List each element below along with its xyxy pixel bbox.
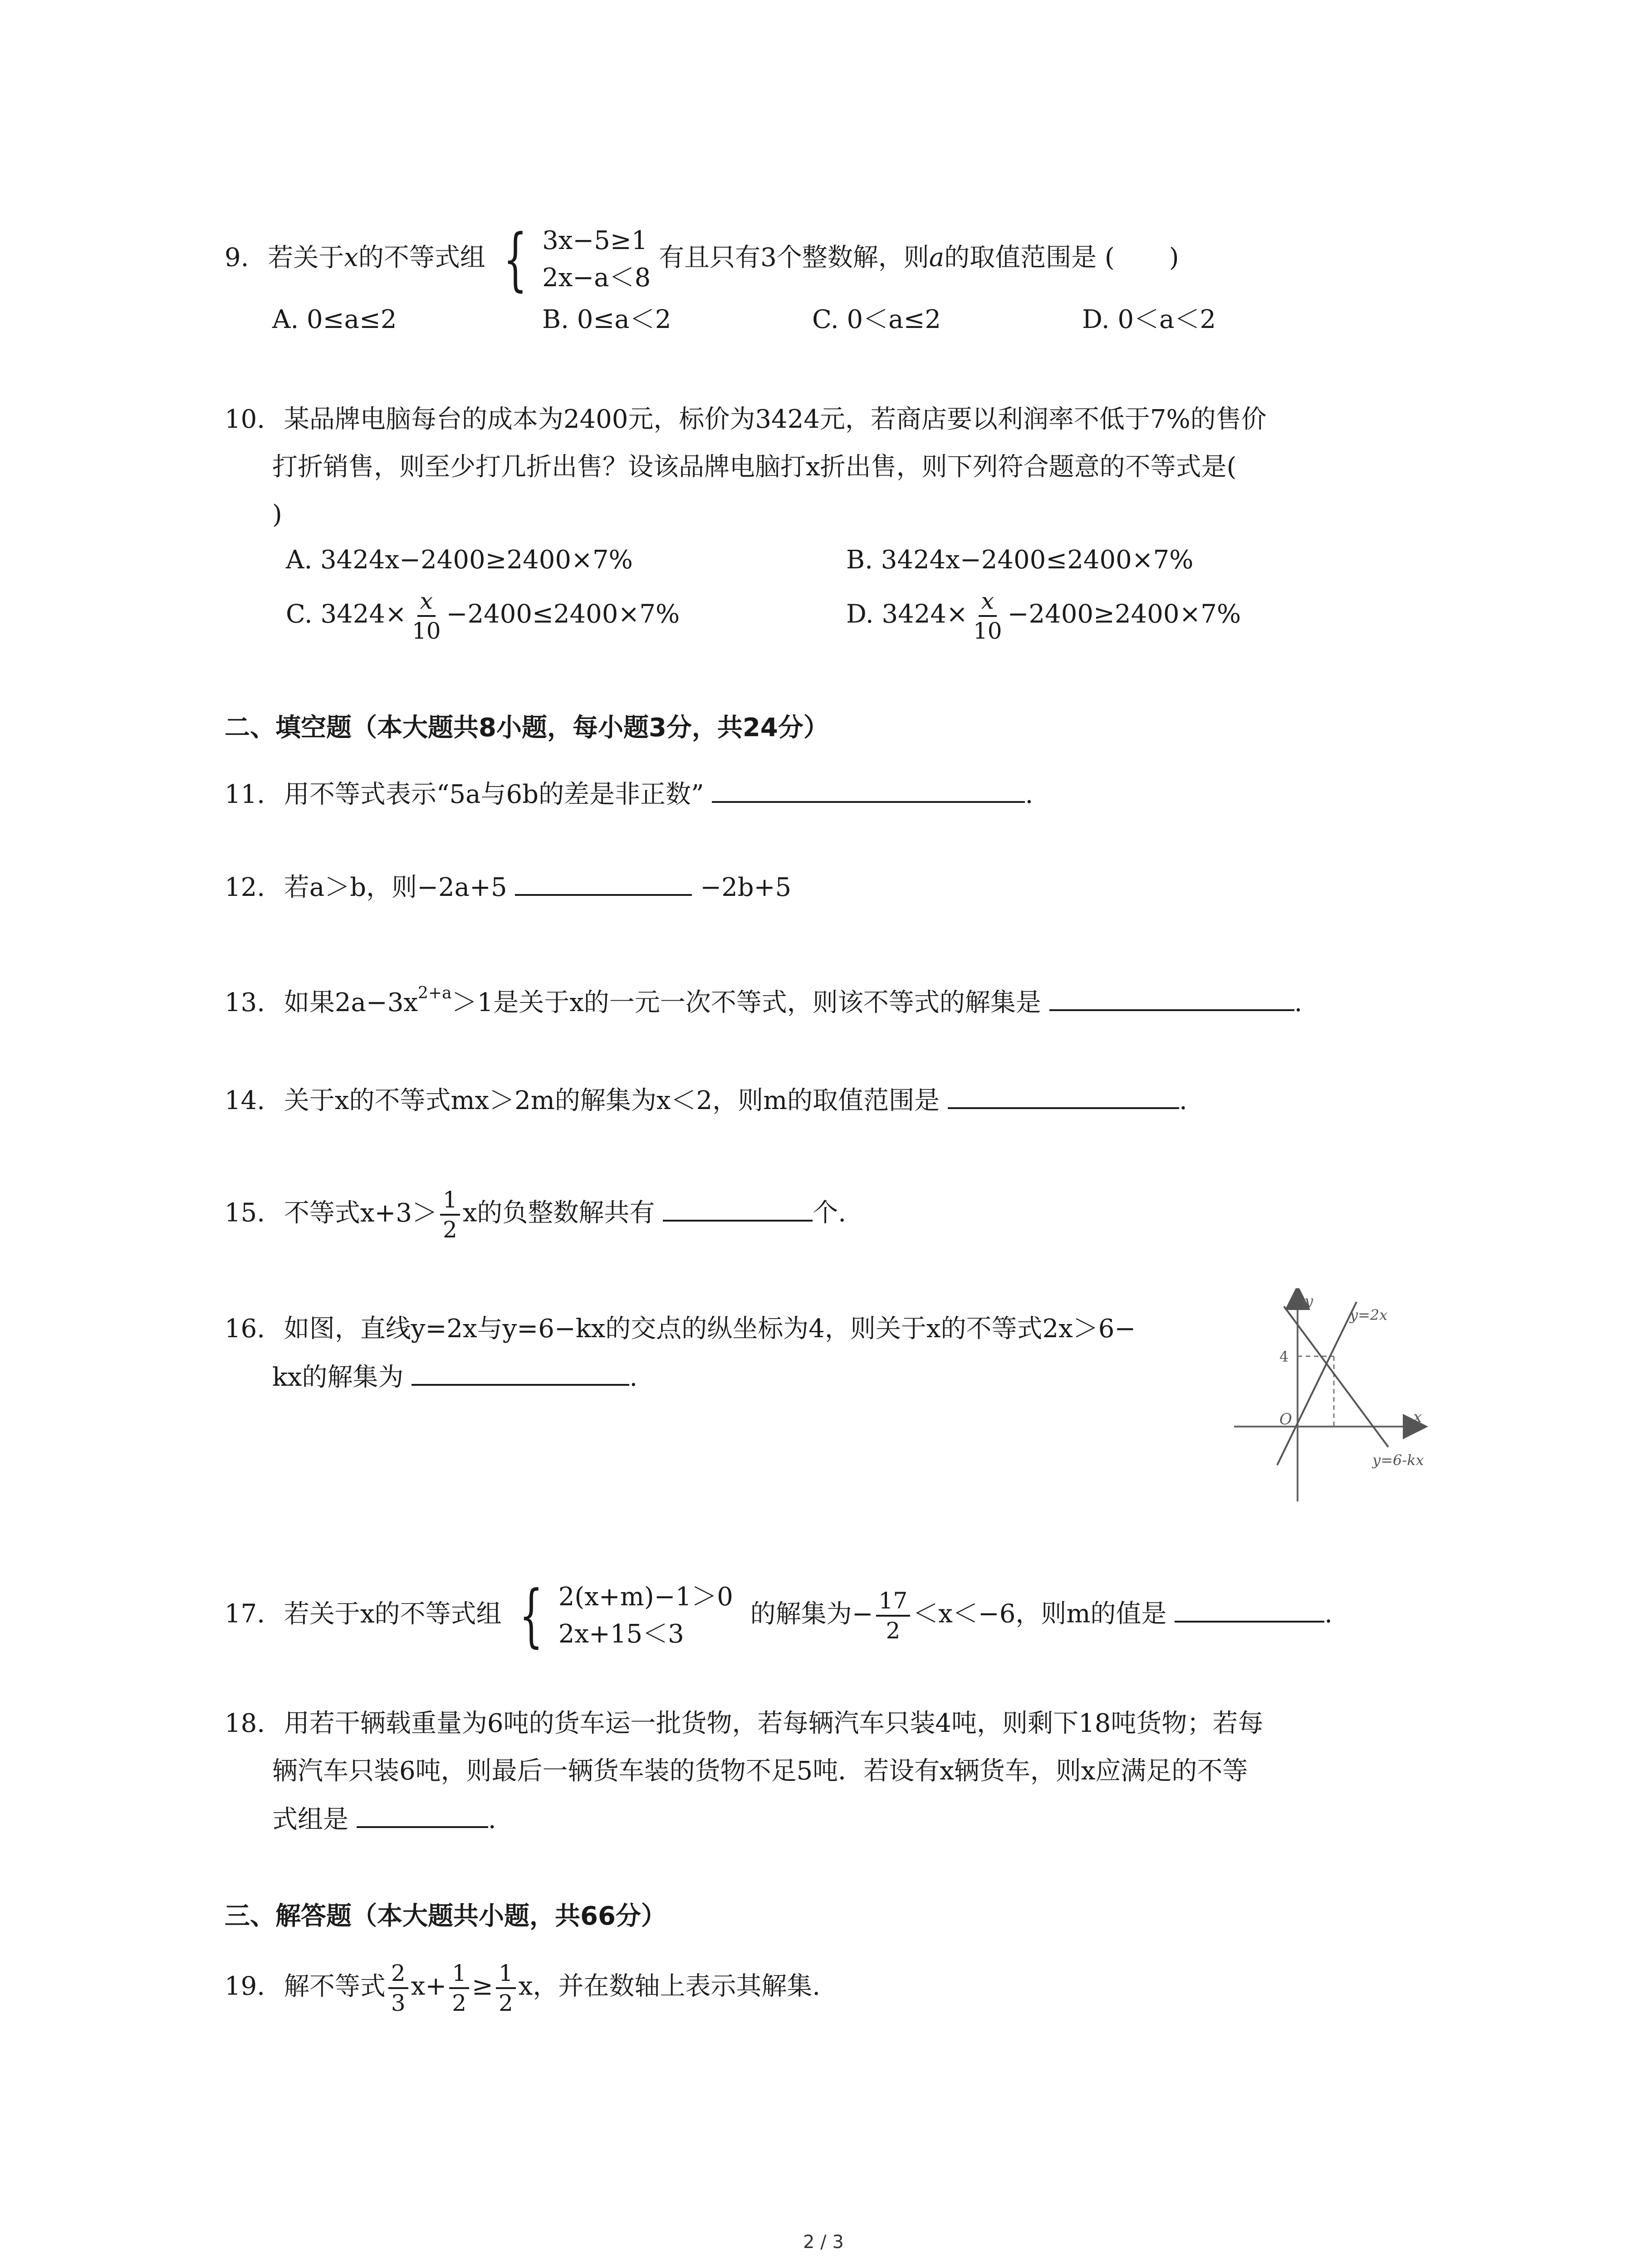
q14-end: . [1179, 1086, 1187, 1115]
q9-option-d: D. 0＜a＜2 [1082, 305, 1216, 334]
q16-line1: 如图，直线y=2x与y=6−kx的交点的纵坐标为4，则关于x的不等式2x＞6− [284, 1314, 1136, 1344]
q13-end: . [1294, 988, 1303, 1017]
q17-answer-blank[interactable] [1175, 1595, 1324, 1623]
question-13 [225, 975, 1302, 1021]
q15-end: 个. [813, 1198, 847, 1228]
q9-var-x: x [344, 243, 358, 273]
q10-c-frac-num: x [420, 588, 433, 614]
q19-fraction-3 [496, 1962, 516, 2014]
q10-line3: ) [272, 500, 282, 529]
question-16-line1 [225, 1311, 1136, 1347]
q9-post1: 有且只有3个整数解，则 [659, 243, 929, 273]
q9-post2: 的取值范围是 ( [944, 243, 1115, 273]
section-3-heading: 三、解答题（本大题共小题，共66分） [225, 1901, 666, 1931]
q16-label-4: 4 [1279, 1348, 1289, 1365]
question-10-line1 [225, 401, 1267, 438]
q9-var-a: a [929, 243, 945, 273]
question-14 [225, 1082, 1187, 1119]
question-16-line2 [272, 1359, 637, 1396]
q10-option-c [286, 590, 680, 642]
q9-option-c: C. 0＜a≤2 [812, 305, 941, 334]
q19-fraction-1 [388, 1962, 408, 2014]
q12-number: 12. [225, 873, 265, 902]
question-15 [225, 1188, 846, 1241]
q13-answer-blank[interactable] [1049, 984, 1294, 1011]
q19-plus: x+ [411, 1971, 447, 2001]
q15-frac-den: 2 [443, 1217, 457, 1243]
q14-number: 14. [225, 1086, 265, 1115]
q17-number: 17. [225, 1599, 265, 1629]
question-12 [225, 869, 791, 906]
q15-frac-num: 1 [440, 1188, 460, 1216]
q15-post: x的负整数解共有 [462, 1198, 655, 1228]
question-18-line1 [225, 1706, 1263, 1742]
q16-line2: kx的解集为 [272, 1363, 404, 1392]
q12-post: −2b+5 [700, 873, 792, 902]
q17-sys-line1: 2(x+m)−1＞0 [558, 1582, 733, 1612]
q17-fraction [876, 1589, 911, 1642]
q11-answer-blank[interactable] [712, 776, 1025, 803]
section-2-heading: 二、填空题（本大题共8小题，每小题3分，共24分） [225, 713, 829, 743]
q16-label-line1: y=2x [1350, 1306, 1388, 1324]
q12-pre: 若a＞b，则−2a+5 [284, 873, 507, 902]
q16-answer-blank[interactable] [411, 1359, 629, 1386]
q9-number: 9. [225, 243, 249, 273]
q15-pre: 不等式x+3＞ [284, 1198, 438, 1228]
q10-option-d [846, 590, 1241, 642]
q17-frac-den: 2 [886, 1618, 901, 1644]
q14-answer-blank[interactable] [948, 1082, 1179, 1109]
q16-end: . [629, 1363, 638, 1392]
q17-end: . [1324, 1599, 1333, 1629]
q19-f3-den: 2 [498, 1990, 513, 2016]
q9-close: ) [1169, 243, 1179, 273]
q9-pre: 若关于 [268, 243, 344, 273]
q16-number: 16. [225, 1314, 265, 1344]
q18-line3: 式组是 [272, 1805, 348, 1834]
q10-c-post: −2400≤2400×7% [446, 599, 680, 629]
q10-option-a: A. 3424x−2400≥2400×7% [286, 545, 633, 575]
q13-pre: 如果2a−3x [284, 988, 418, 1017]
q19-ge: ≥ [472, 1971, 493, 2001]
q10-c-frac-den: 10 [411, 618, 441, 644]
q17-frac-num: 17 [876, 1589, 911, 1617]
q17-brace: { [519, 1576, 544, 1655]
q10-d-frac-den: 10 [973, 618, 1002, 644]
question-19 [225, 1962, 820, 2014]
q19-pre: 解不等式 [284, 1971, 386, 2001]
page-number: 2 / 3 [803, 2232, 844, 2253]
q11-text: 用不等式表示“5a与6b的差是非正数” [284, 780, 704, 809]
q16-label-y: y [1304, 1292, 1313, 1310]
q16-label-x: x [1413, 1408, 1422, 1426]
q11-number: 11. [225, 780, 265, 809]
q18-number: 18. [225, 1709, 265, 1738]
question-9 [225, 222, 1179, 297]
q13-number: 13. [225, 988, 265, 1017]
q10-option-b: B. 3424x−2400≤2400×7% [846, 545, 1194, 575]
q19-f2-den: 2 [452, 1990, 467, 2016]
q17-system [509, 1576, 733, 1655]
q19-number: 19. [225, 1971, 265, 2001]
q10-d-frac-num: x [981, 588, 994, 614]
q9-option-b: B. 0≤a＜2 [542, 305, 671, 334]
q16-graph [1234, 1288, 1461, 1506]
q10-line2: 打折销售，则至少打几折出售？设该品牌电脑打x折出售，则下列符合题意的不等式是( [272, 452, 1237, 482]
q19-f1-den: 3 [391, 1990, 406, 2016]
q19-f3-num: 1 [496, 1962, 516, 1989]
q18-line1: 用若干辆载重量为6吨的货车运一批货物，若每辆汽车只装4吨，则剩下18吨货物；若每 [284, 1709, 1264, 1738]
q10-c-fraction [409, 590, 444, 642]
question-17 [225, 1576, 1333, 1655]
q17-mid: 的解集为− [750, 1599, 873, 1629]
q9-sys-line1: 3x−5≥1 [542, 226, 648, 255]
q10-number: 10. [225, 405, 265, 434]
question-11 [225, 776, 1033, 813]
q10-c-pre: C. 3424× [286, 599, 407, 629]
question-18-line3 [272, 1801, 496, 1838]
q16-label-origin: O [1279, 1410, 1292, 1428]
q10-d-pre: D. 3424× [846, 599, 968, 629]
q17-pre: 若关于x的不等式组 [284, 1599, 502, 1629]
q15-number: 15. [225, 1198, 265, 1228]
q19-f1-num: 2 [388, 1962, 408, 1989]
q17-sys-line2: 2x+15＜3 [558, 1619, 684, 1649]
q10-d-fraction [970, 590, 1005, 642]
q18-end: . [488, 1805, 496, 1834]
q18-answer-blank[interactable] [357, 1801, 488, 1828]
q16-line-y-2x [1277, 1302, 1357, 1465]
q9-mid: 的不等式组 [358, 243, 485, 273]
q10-d-post: −2400≥2400×7% [1007, 599, 1241, 629]
q19-f2-num: 1 [449, 1962, 469, 1989]
q13-post: ＞1是关于x的一元一次不等式，则该不等式的解集是 [451, 988, 1041, 1017]
q10-line1: 某品牌电脑每台的成本为2400元，标价为3424元，若商店要以利润率不低于7%的售价 [284, 405, 1267, 434]
q9-system [494, 222, 651, 297]
q19-fraction-2 [449, 1962, 469, 2014]
q9-brace: { [503, 220, 527, 299]
q9-option-a: A. 0≤a≤2 [272, 305, 397, 334]
q12-answer-blank[interactable] [515, 869, 692, 896]
q9-sys-line2: 2x−a＜8 [542, 263, 651, 293]
q19-post: x，并在数轴上表示其解集. [518, 1971, 821, 2001]
q15-answer-blank[interactable] [663, 1194, 813, 1222]
q17-post: ＜x＜−6，则m的值是 [913, 1599, 1167, 1629]
q18-line2: 辆汽车只装6吨，则最后一辆货车装的货物不足5吨．若设有x辆货车，则x应满足的不等 [272, 1756, 1248, 1786]
q14-text: 关于x的不等式mx＞2m的解集为x＜2，则m的取值范围是 [284, 1086, 940, 1115]
q13-exponent: 2+a [418, 984, 452, 1002]
q15-fraction [440, 1188, 460, 1241]
q11-end: . [1025, 780, 1034, 809]
q16-label-line2: y=6-kx [1372, 1452, 1424, 1469]
